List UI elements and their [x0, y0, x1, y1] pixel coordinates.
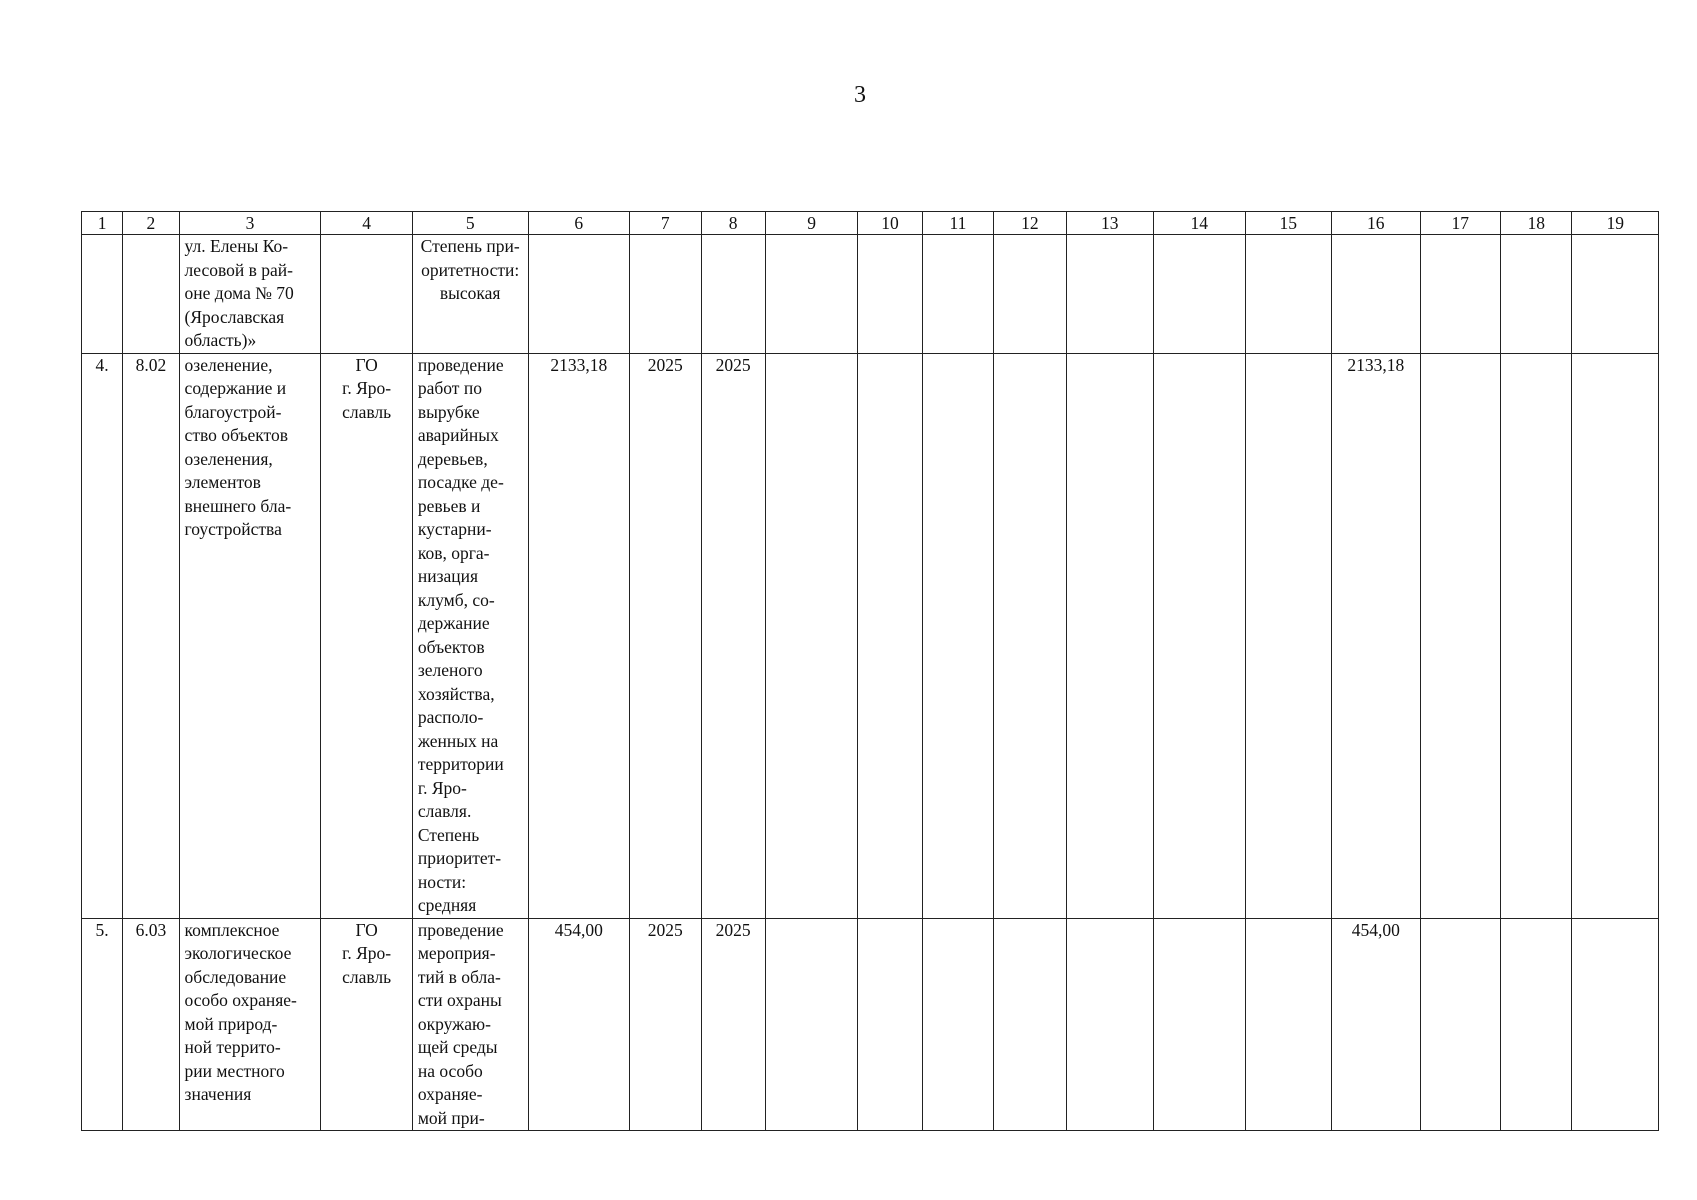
row-number-cell: [82, 235, 123, 354]
start-year-cell: 2025: [630, 918, 701, 1131]
description-cell: проведение работ по вырубке аварийных деревьев, посадке де- ревьев и кустарни- ков, орга- низация клумб, со- держание объектов зеленого хозяйства, располо- женных на территории г. Яро- славля. Степень приоритет- ности: средняя: [412, 353, 528, 918]
amount-cell: [1332, 235, 1421, 354]
empty-cell: [1245, 235, 1331, 354]
column-header: 2: [123, 212, 179, 235]
empty-cell: [994, 353, 1066, 918]
column-header: 16: [1332, 212, 1421, 235]
column-header: 17: [1420, 212, 1500, 235]
municipality-cell: ГО г. Яро- славль: [321, 918, 413, 1131]
column-header: 18: [1500, 212, 1571, 235]
empty-cell: [1420, 235, 1500, 354]
column-header: 9: [765, 212, 858, 235]
empty-cell: [1066, 353, 1153, 918]
empty-cell: [1572, 918, 1659, 1131]
municipality-cell: ГО г. Яро- славль: [321, 353, 413, 918]
end-year-cell: 2025: [701, 918, 765, 1131]
data-table: [81, 211, 1659, 1131]
column-header: 3: [179, 212, 321, 235]
empty-cell: [1066, 918, 1153, 1131]
object-name-cell: ул. Елены Ко- лесовой в рай- оне дома № 70 (Ярославская область)»: [179, 235, 321, 354]
table-row: [82, 353, 1659, 918]
empty-cell: [858, 235, 922, 354]
end-year-cell: [701, 235, 765, 354]
column-header: 7: [630, 212, 701, 235]
empty-cell: [1154, 235, 1246, 354]
cost-cell: 2133,18: [528, 353, 630, 918]
column-header: 1: [82, 212, 123, 235]
table-row: [82, 918, 1659, 1131]
row-number-cell: 5.: [82, 918, 123, 1131]
empty-cell: [922, 918, 993, 1131]
column-header: 6: [528, 212, 630, 235]
empty-cell: [1420, 918, 1500, 1131]
municipality-cell: [321, 235, 413, 354]
empty-cell: [1572, 235, 1659, 354]
end-year-cell: 2025: [701, 353, 765, 918]
object-name-cell: комплексное экологическое обследование особо охраняе- мой природ- ной террито- рии местного значения: [179, 918, 321, 1131]
column-header: 13: [1066, 212, 1153, 235]
cost-cell: 454,00: [528, 918, 630, 1131]
empty-cell: [994, 235, 1066, 354]
cost-cell: [528, 235, 630, 354]
empty-cell: [994, 918, 1066, 1131]
empty-cell: [1154, 353, 1246, 918]
table-row: [82, 235, 1659, 354]
empty-cell: [1572, 353, 1659, 918]
column-number-row: [82, 212, 1659, 235]
empty-cell: [1245, 353, 1331, 918]
empty-cell: [1420, 353, 1500, 918]
empty-cell: [1500, 918, 1571, 1131]
description-cell: Степень при- оритетности: высокая: [412, 235, 528, 354]
empty-cell: [1500, 353, 1571, 918]
object-name-cell: озеленение, содержание и благоустрой- ство объектов озеленения, элементов внешнего бла- гоустройства: [179, 353, 321, 918]
code-cell: 6.03: [123, 918, 179, 1131]
code-cell: 8.02: [123, 353, 179, 918]
empty-cell: [765, 235, 858, 354]
column-header: 15: [1245, 212, 1331, 235]
empty-cell: [765, 918, 858, 1131]
column-header: 11: [922, 212, 993, 235]
column-header: 19: [1572, 212, 1659, 235]
empty-cell: [1154, 918, 1246, 1131]
column-header: 4: [321, 212, 413, 235]
empty-cell: [858, 918, 922, 1131]
start-year-cell: 2025: [630, 353, 701, 918]
empty-cell: [922, 235, 993, 354]
empty-cell: [922, 353, 993, 918]
column-header: 14: [1154, 212, 1246, 235]
column-header: 10: [858, 212, 922, 235]
empty-cell: [1066, 235, 1153, 354]
amount-cell: 2133,18: [1332, 353, 1421, 918]
column-header: 8: [701, 212, 765, 235]
description-cell: проведение мероприя- тий в обла- сти охраны окружаю- щей среды на особо охраняе- мой при-: [412, 918, 528, 1131]
code-cell: [123, 235, 179, 354]
empty-cell: [1245, 918, 1331, 1131]
start-year-cell: [630, 235, 701, 354]
column-header: 5: [412, 212, 528, 235]
column-header: 12: [994, 212, 1066, 235]
page-number: 3: [854, 82, 866, 108]
empty-cell: [765, 353, 858, 918]
amount-cell: 454,00: [1332, 918, 1421, 1131]
empty-cell: [858, 353, 922, 918]
empty-cell: [1500, 235, 1571, 354]
row-number-cell: 4.: [82, 353, 123, 918]
